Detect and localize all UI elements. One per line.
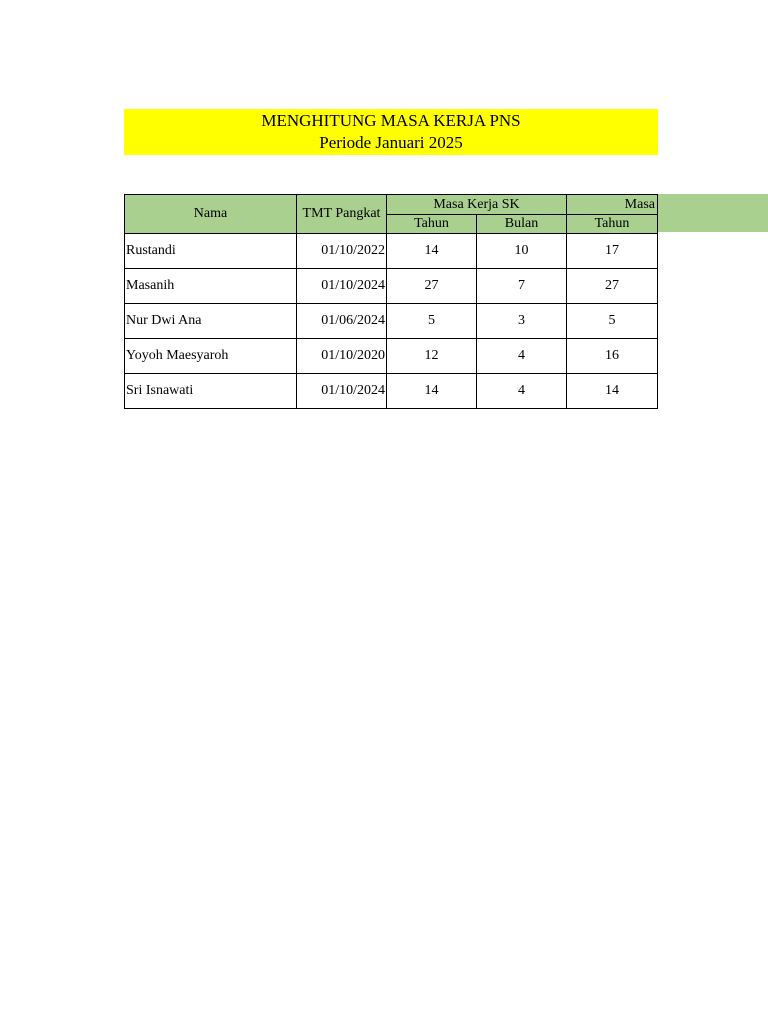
sheet-title: MENGHITUNG MASA KERJA PNS [261, 111, 521, 130]
cell-tmt[interactable]: 01/06/2024 [297, 304, 387, 339]
cell-tahun-2[interactable]: 27 [567, 269, 658, 304]
cell-bulan[interactable]: 4 [477, 374, 567, 409]
header-tahun: Tahun [387, 215, 477, 234]
cell-tmt[interactable]: 01/10/2024 [297, 374, 387, 409]
cell-nama[interactable]: Yoyoh Maesyaroh [125, 339, 297, 374]
header-bulan: Bulan [477, 215, 567, 234]
header-masa-kerja-sk: Masa Kerja SK [387, 195, 567, 215]
cell-bulan[interactable]: 7 [477, 269, 567, 304]
cell-tahun[interactable]: 5 [387, 304, 477, 339]
header-tahun-2: Tahun [567, 215, 658, 234]
sheet-title-block [124, 109, 658, 155]
cell-tahun[interactable]: 27 [387, 269, 477, 304]
table-row[interactable] [125, 304, 658, 339]
cell-tahun[interactable]: 12 [387, 339, 477, 374]
table-row[interactable] [125, 339, 658, 374]
header-masa: Masa [567, 195, 658, 215]
cell-tmt[interactable]: 01/10/2022 [297, 234, 387, 269]
cell-tahun[interactable]: 14 [387, 374, 477, 409]
cell-bulan[interactable]: 10 [477, 234, 567, 269]
header-overflow-fill [658, 194, 768, 232]
cell-tmt[interactable]: 01/10/2020 [297, 339, 387, 374]
cell-tahun[interactable]: 14 [387, 234, 477, 269]
table-row[interactable] [125, 269, 658, 304]
cell-tahun-2[interactable]: 5 [567, 304, 658, 339]
cell-nama[interactable]: Rustandi [125, 234, 297, 269]
cell-bulan[interactable]: 3 [477, 304, 567, 339]
cell-tahun-2[interactable]: 16 [567, 339, 658, 374]
cell-tmt[interactable]: 01/10/2024 [297, 269, 387, 304]
cell-nama[interactable]: Sri Isnawati [125, 374, 297, 409]
cell-tahun-2[interactable]: 14 [567, 374, 658, 409]
table-row[interactable] [125, 374, 658, 409]
table-row[interactable] [125, 234, 658, 269]
table-body [125, 234, 658, 409]
sheet-subtitle: Periode Januari 2025 [319, 133, 463, 152]
masa-kerja-table [124, 194, 658, 409]
cell-tahun-2[interactable]: 17 [567, 234, 658, 269]
header-nama: Nama [125, 195, 297, 234]
header-tmt-pangkat: TMT Pangkat [297, 195, 387, 234]
cell-nama[interactable]: Nur Dwi Ana [125, 304, 297, 339]
cell-bulan[interactable]: 4 [477, 339, 567, 374]
cell-nama[interactable]: Masanih [125, 269, 297, 304]
